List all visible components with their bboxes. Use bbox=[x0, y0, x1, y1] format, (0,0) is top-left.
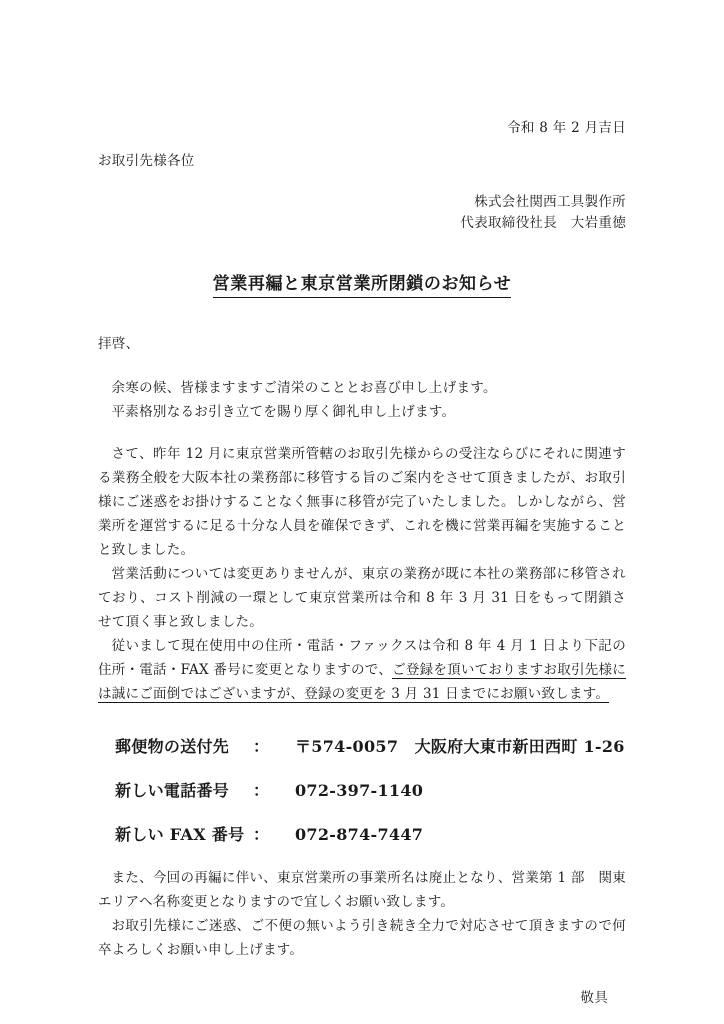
addressee-line: お取引先様各位 bbox=[98, 153, 195, 170]
contact-label-phone: 新しい電話番号 bbox=[115, 781, 230, 801]
sender-company: 株式会社関西工具製作所 bbox=[474, 193, 626, 210]
change-notice-underlined: ご登録を頂いておりますお取引先様には誠にご面倒ではございますが、登録の変更を 3 月 31 日までにお願い致します。 bbox=[98, 662, 626, 703]
salutation: 拝啓、 bbox=[98, 336, 140, 353]
contact-label-fax: 新しい FAX 番号 bbox=[115, 825, 245, 845]
contact-label-mail: 郵便物の送付先 bbox=[115, 737, 230, 757]
closing-paragraph-2: お取引先様にご迷惑、ご不便の無いよう引き続き全力で対応させて頂きますので何卒よろしくお願い申し上げます。 bbox=[98, 918, 626, 959]
change-notice-paragraph bbox=[98, 634, 626, 706]
sender-title-name: 代表取締役社長 大岩重徳 bbox=[460, 215, 626, 232]
greeting-line-1: 余寒の候、皆様ますますご清栄のこととお喜び申し上げます。 bbox=[111, 380, 497, 397]
contact-row-mail bbox=[115, 734, 626, 757]
greeting-line-2: 平素格別なるお引き立てを賜り厚く御礼申し上げます。 bbox=[111, 404, 456, 421]
contact-block bbox=[115, 734, 626, 845]
page-title-text: 営業再編と東京営業所閉鎖のお知らせ bbox=[213, 274, 512, 298]
contact-value-phone: 072-397-1140 bbox=[295, 781, 424, 801]
contact-row-fax bbox=[115, 822, 626, 845]
closing-word: 敬具 bbox=[580, 990, 608, 1007]
contact-colon-phone: ： bbox=[253, 781, 270, 801]
contact-colon-fax: ： bbox=[253, 825, 270, 845]
body-paragraph-2: 営業活動については変更ありませんが、東京の業務が既に本社の業務部に移管されており、コスト削減の一環として東京営業所は令和 8 年 3 月 31 日をもって閉鎖させて頂く事と致しました。 bbox=[98, 566, 626, 631]
document-content bbox=[98, 0, 626, 1006]
page-title bbox=[98, 269, 626, 294]
body-paragraph-1: さて、昨年 12 月に東京営業所管轄のお取引先様からの受注ならびにそれに関連する業務全般を大阪本社の業務部に移管する旨のご案内をさせて頂きましたが、お取引様にご迷惑をお掛けすることなく無事に移管が完了いたしました。しかしながら、営業所を運営するに足る十分な人員を確保できず、これを機に営業再編を実施することと致しました。 bbox=[98, 446, 626, 559]
contact-colon-mail: ： bbox=[253, 737, 270, 757]
contact-row-phone bbox=[115, 778, 626, 801]
greeting-block bbox=[98, 376, 626, 424]
document-date: 令和 8 年 2 月吉日 bbox=[507, 120, 626, 136]
contact-value-mail: 〒574-0057 大阪府大東市新田西町 1-26 bbox=[295, 737, 625, 757]
change-notice-lead: 従いまして現在使用中の住所・電話・ファックスは令和 8 年 4 月 1 日より下記の住所・電話・FAX 番号に変更となりますので、 bbox=[98, 638, 626, 679]
closing-paragraph-1: また、今回の再編に伴い、東京営業所の事業所名は廃止となり、営業第 1 部 関東エリアへ名称変更となりますので宜しくお願い致します。 bbox=[98, 870, 626, 911]
sender-block bbox=[98, 192, 626, 236]
contact-value-fax: 072-874-7447 bbox=[295, 825, 424, 845]
